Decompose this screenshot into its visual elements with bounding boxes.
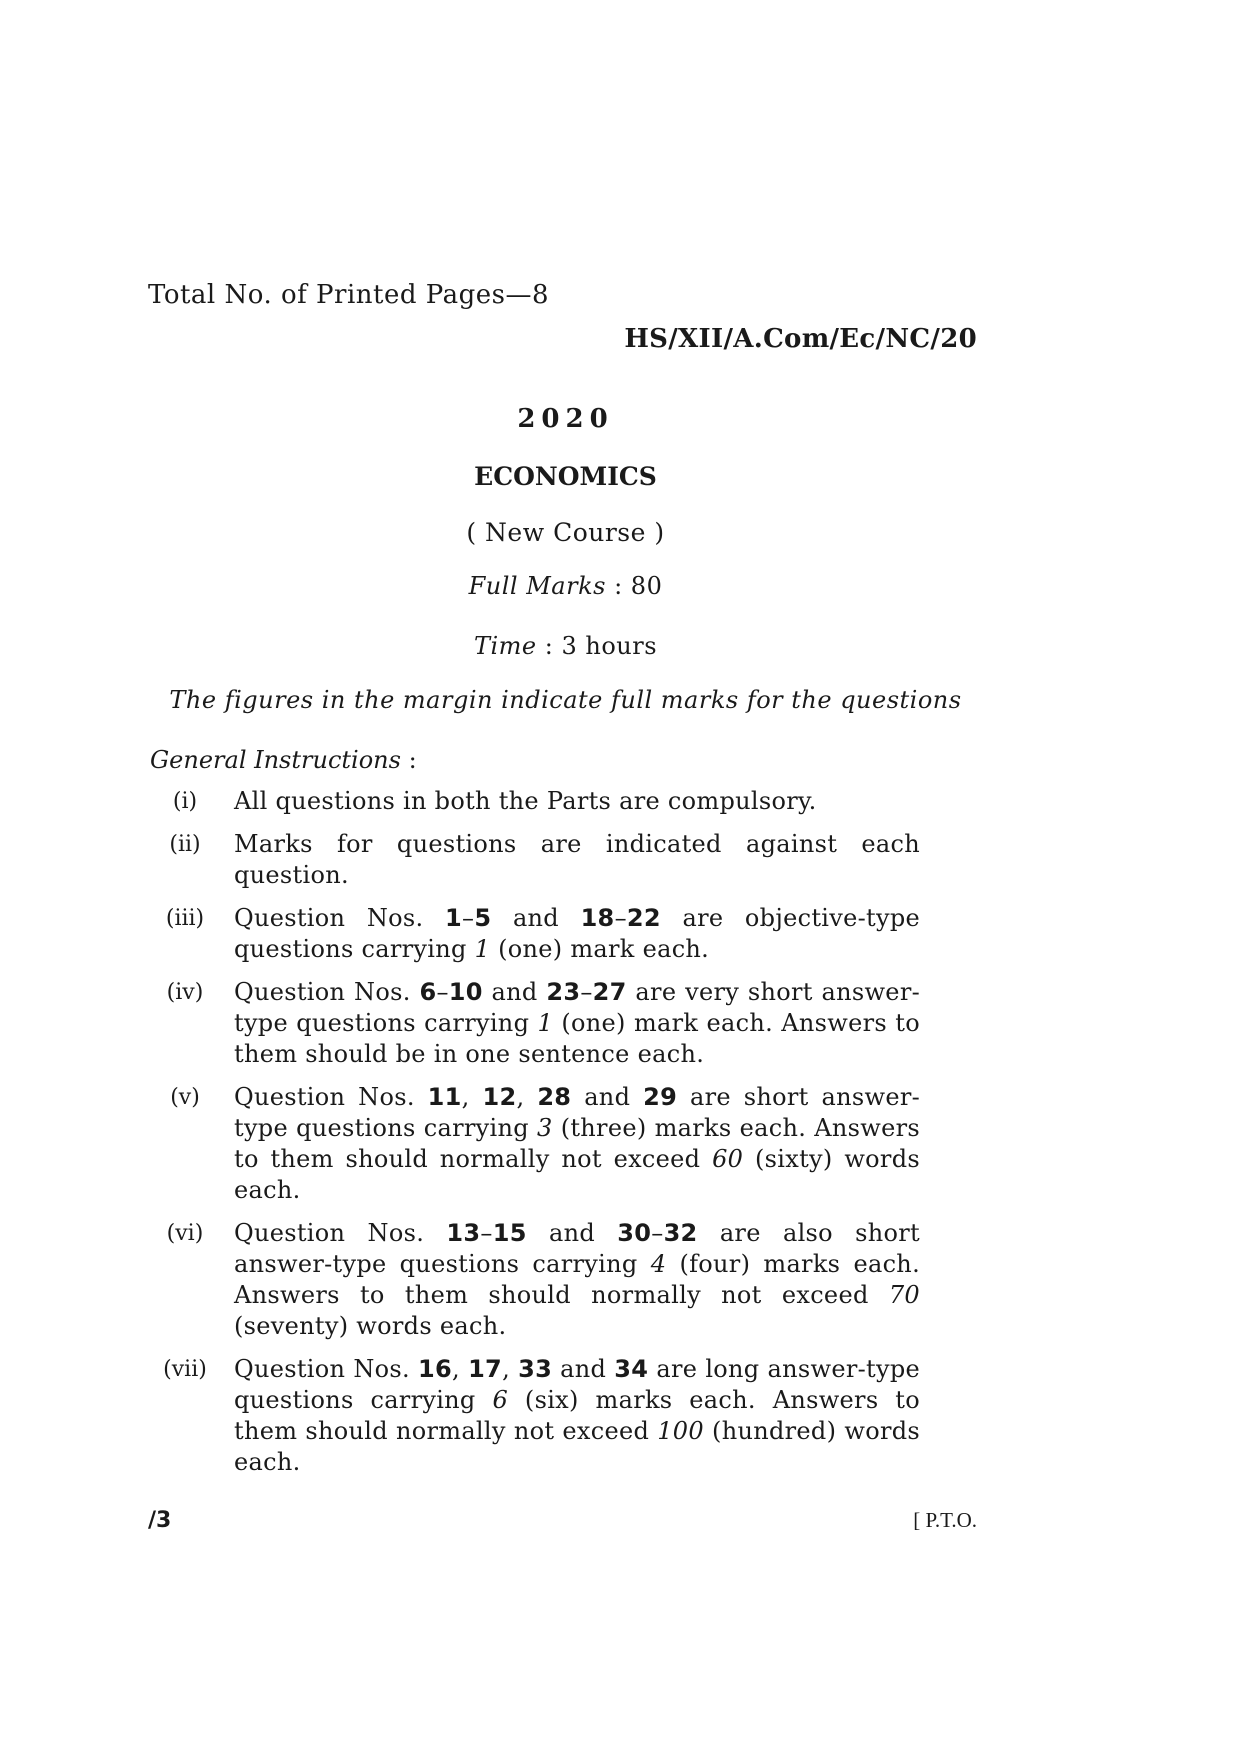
instruction-fragment: and [526,1219,618,1247]
instruction-text [234,829,920,891]
instruction-number: (vi) [166,1221,204,1246]
question-number: 17 [468,1355,503,1383]
instruction-fragment: (one) mark each. [490,935,710,963]
instruction-fragment: (sixty) words each. [234,1145,920,1204]
marks-figure: 100 [657,1417,704,1445]
question-number: 5 [474,904,492,932]
instruction-text [234,786,920,817]
question-number: 6 [419,978,437,1006]
question-number: 34 [614,1355,649,1383]
margin-note: The figures in the margin indicate full marks for the questions [169,686,962,714]
instruction-fragment: Marks for questions are indicated against each question. [234,830,920,889]
question-number: 12 [482,1083,517,1111]
instruction-text [234,1082,920,1206]
instruction-fragment: Question Nos. [234,1083,428,1111]
instruction-text [234,903,920,965]
instruction-number: (vii) [163,1357,207,1382]
instruction-fragment: , [461,1083,483,1111]
paper-code: HS/XII/A.Com/Ec/NC/20 [624,324,977,354]
instruction-number: (v) [170,1085,200,1110]
question-number: 1 [445,904,463,932]
instruction-item [150,829,920,891]
marks-figure: 3 [537,1114,553,1142]
instruction-number: (i) [172,789,198,814]
question-number: 23 [546,978,581,1006]
instruction-item [150,1082,920,1206]
instruction-fragment: Question Nos. [234,904,446,932]
instruction-fragment: and [571,1083,644,1111]
instruction-number: (iv) [166,980,204,1005]
question-number: 28 [537,1083,572,1111]
instruction-fragment: are objective-type questions carrying [234,904,920,963]
instruction-fragment: are long answer-type questions carrying [234,1355,921,1414]
time-value: : 3 hours [536,632,658,660]
instruction-fragment: (six) marks each. Answers to them should normally not exceed [234,1386,920,1445]
pto-note: [ P.T.O. [913,1508,977,1532]
general-instructions-colon: : [400,746,417,774]
question-number: 32 [663,1219,698,1247]
question-number: 11 [427,1083,462,1111]
question-number: 10 [448,978,483,1006]
question-number: 33 [518,1355,553,1383]
instructions-list [150,786,920,1490]
question-number: 29 [643,1083,678,1111]
instruction-fragment: (three) marks each. Answers to them should normally not exceed [234,1114,920,1173]
question-number: 22 [626,904,661,932]
instruction-text [234,1218,920,1342]
instruction-fragment: – [614,904,627,932]
instruction-text [234,977,920,1070]
instruction-fragment: (four) marks each. Answers to them should normally not exceed [234,1250,920,1309]
course-type: ( New Course ) [466,518,665,547]
instruction-item [150,1354,920,1478]
question-number: 15 [492,1219,527,1247]
instruction-fragment: (hundred) words each. [234,1417,920,1476]
instruction-fragment: – [462,904,475,932]
general-instructions-label: General Instructions [150,746,401,774]
instruction-fragment: , [516,1083,538,1111]
instruction-fragment: – [480,1219,493,1247]
instruction-item [150,977,920,1070]
instruction-item [150,903,920,965]
exam-time [0,632,1131,660]
instruction-item [150,786,920,817]
instruction-fragment: – [651,1219,664,1247]
instruction-fragment: are also short answer-type questions carrying [234,1219,921,1278]
question-number: 18 [580,904,615,932]
instruction-fragment: – [580,978,593,1006]
instruction-fragment: , [502,1355,519,1383]
full-marks [0,572,1131,600]
instruction-fragment: are short answer-type questions carrying [234,1083,921,1142]
instruction-fragment: (seventy) words each. [234,1312,507,1340]
question-number: 13 [446,1219,481,1247]
exam-year: 2020 [517,404,614,434]
time-label: Time [473,632,537,660]
instruction-fragment: All questions in both the Parts are compulsory. [234,787,817,815]
marks-figure: 60 [712,1145,744,1173]
question-number: 27 [592,978,627,1006]
instruction-fragment: Question Nos. [234,978,420,1006]
marks-figure: 1 [537,1009,554,1037]
instruction-item [150,1218,920,1342]
instruction-fragment: Question Nos. [234,1219,447,1247]
question-number: 30 [617,1219,652,1247]
marks-figure: 6 [492,1386,509,1414]
marks-figure: 4 [650,1250,667,1278]
full-marks-label: Full Marks [468,572,606,600]
page-reference: /3 [148,1508,172,1533]
subject-title: ECONOMICS [474,462,657,491]
full-marks-value: : 80 [605,572,663,600]
instruction-fragment: Question Nos. [234,1355,419,1383]
instruction-number: (iii) [165,906,205,931]
instruction-fragment: , [452,1355,469,1383]
instruction-text [234,1354,920,1478]
marks-figure: 70 [888,1281,920,1309]
general-instructions-heading [150,746,417,774]
marks-figure: 1 [474,935,491,963]
printed-pages-count: Total No. of Printed Pages—8 [148,280,549,310]
instruction-fragment: (one) mark each. Answers to them should be in one sentence each. [234,1009,920,1068]
instruction-number: (ii) [169,832,201,857]
question-number: 16 [418,1355,453,1383]
instruction-fragment: and [482,978,547,1006]
instruction-fragment: and [552,1355,615,1383]
instruction-fragment: are very short answer-type questions carrying [234,978,920,1037]
instruction-fragment: – [436,978,449,1006]
instruction-fragment: and [491,904,581,932]
